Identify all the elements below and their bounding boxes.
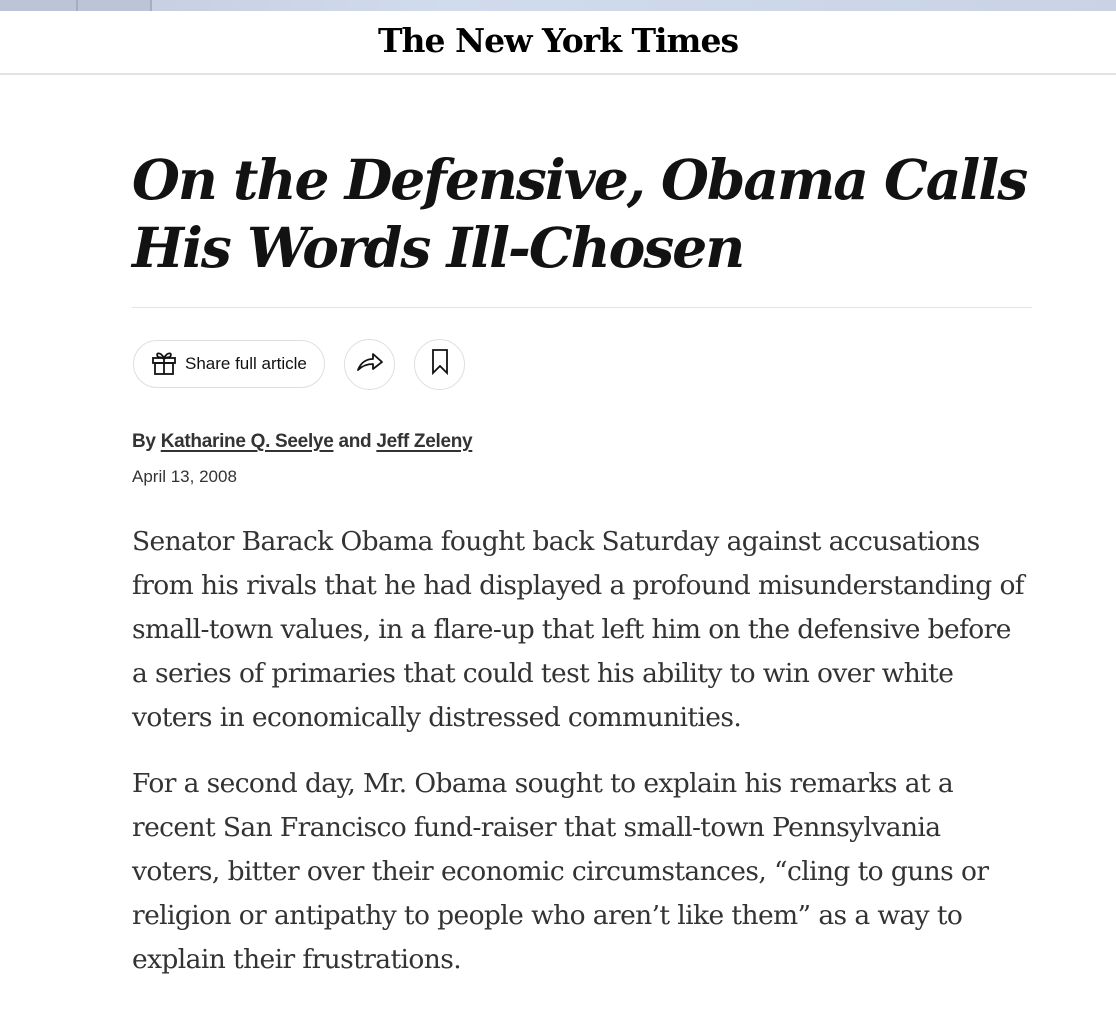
browser-tab-strip	[0, 0, 1116, 11]
author-link[interactable]: Jeff Zeleny	[376, 431, 473, 452]
byline	[132, 431, 472, 453]
article-paragraph: Senator Barack Obama fought back Saturday against accusations from his rivals that he had displayed a profound misunderstanding of small-town values, in a flare-up that left him on the defensive before a series of primaries that could test his ability to win over white voters in economically distressed communities.	[132, 526, 1025, 733]
article-headline: On the Defensive, Obama Calls His Words Ill-Chosen	[132, 147, 1027, 280]
article-paragraph: For a second day, Mr. Obama sought to explain his remarks at a recent San Francisco fund-raiser that small-town Pennsylvania voters, bitter over their economic circumstances, “cling to guns or religion or antipathy to people who aren’t like them” as a way to explain their frustrations.	[132, 768, 989, 975]
share-arrow-icon	[356, 350, 384, 379]
byline-conjunction: and	[338, 431, 372, 452]
gift-icon	[150, 348, 178, 381]
save-bookmark-button[interactable]	[414, 339, 465, 390]
author-link[interactable]: Katharine Q. Seelye	[160, 431, 334, 452]
share-button[interactable]	[344, 339, 395, 390]
masthead	[0, 11, 1116, 75]
nyt-logo[interactable]: The New York Times	[377, 21, 739, 60]
bookmark-icon	[430, 348, 450, 381]
share-full-article-label: Share full article	[185, 354, 307, 373]
share-full-article-button[interactable]	[133, 340, 325, 388]
headline-divider	[132, 307, 1032, 308]
browser-tab[interactable]	[78, 0, 152, 11]
publish-date: April 13, 2008	[132, 467, 237, 486]
browser-tab[interactable]	[0, 0, 78, 11]
byline-prefix: By	[132, 431, 156, 452]
